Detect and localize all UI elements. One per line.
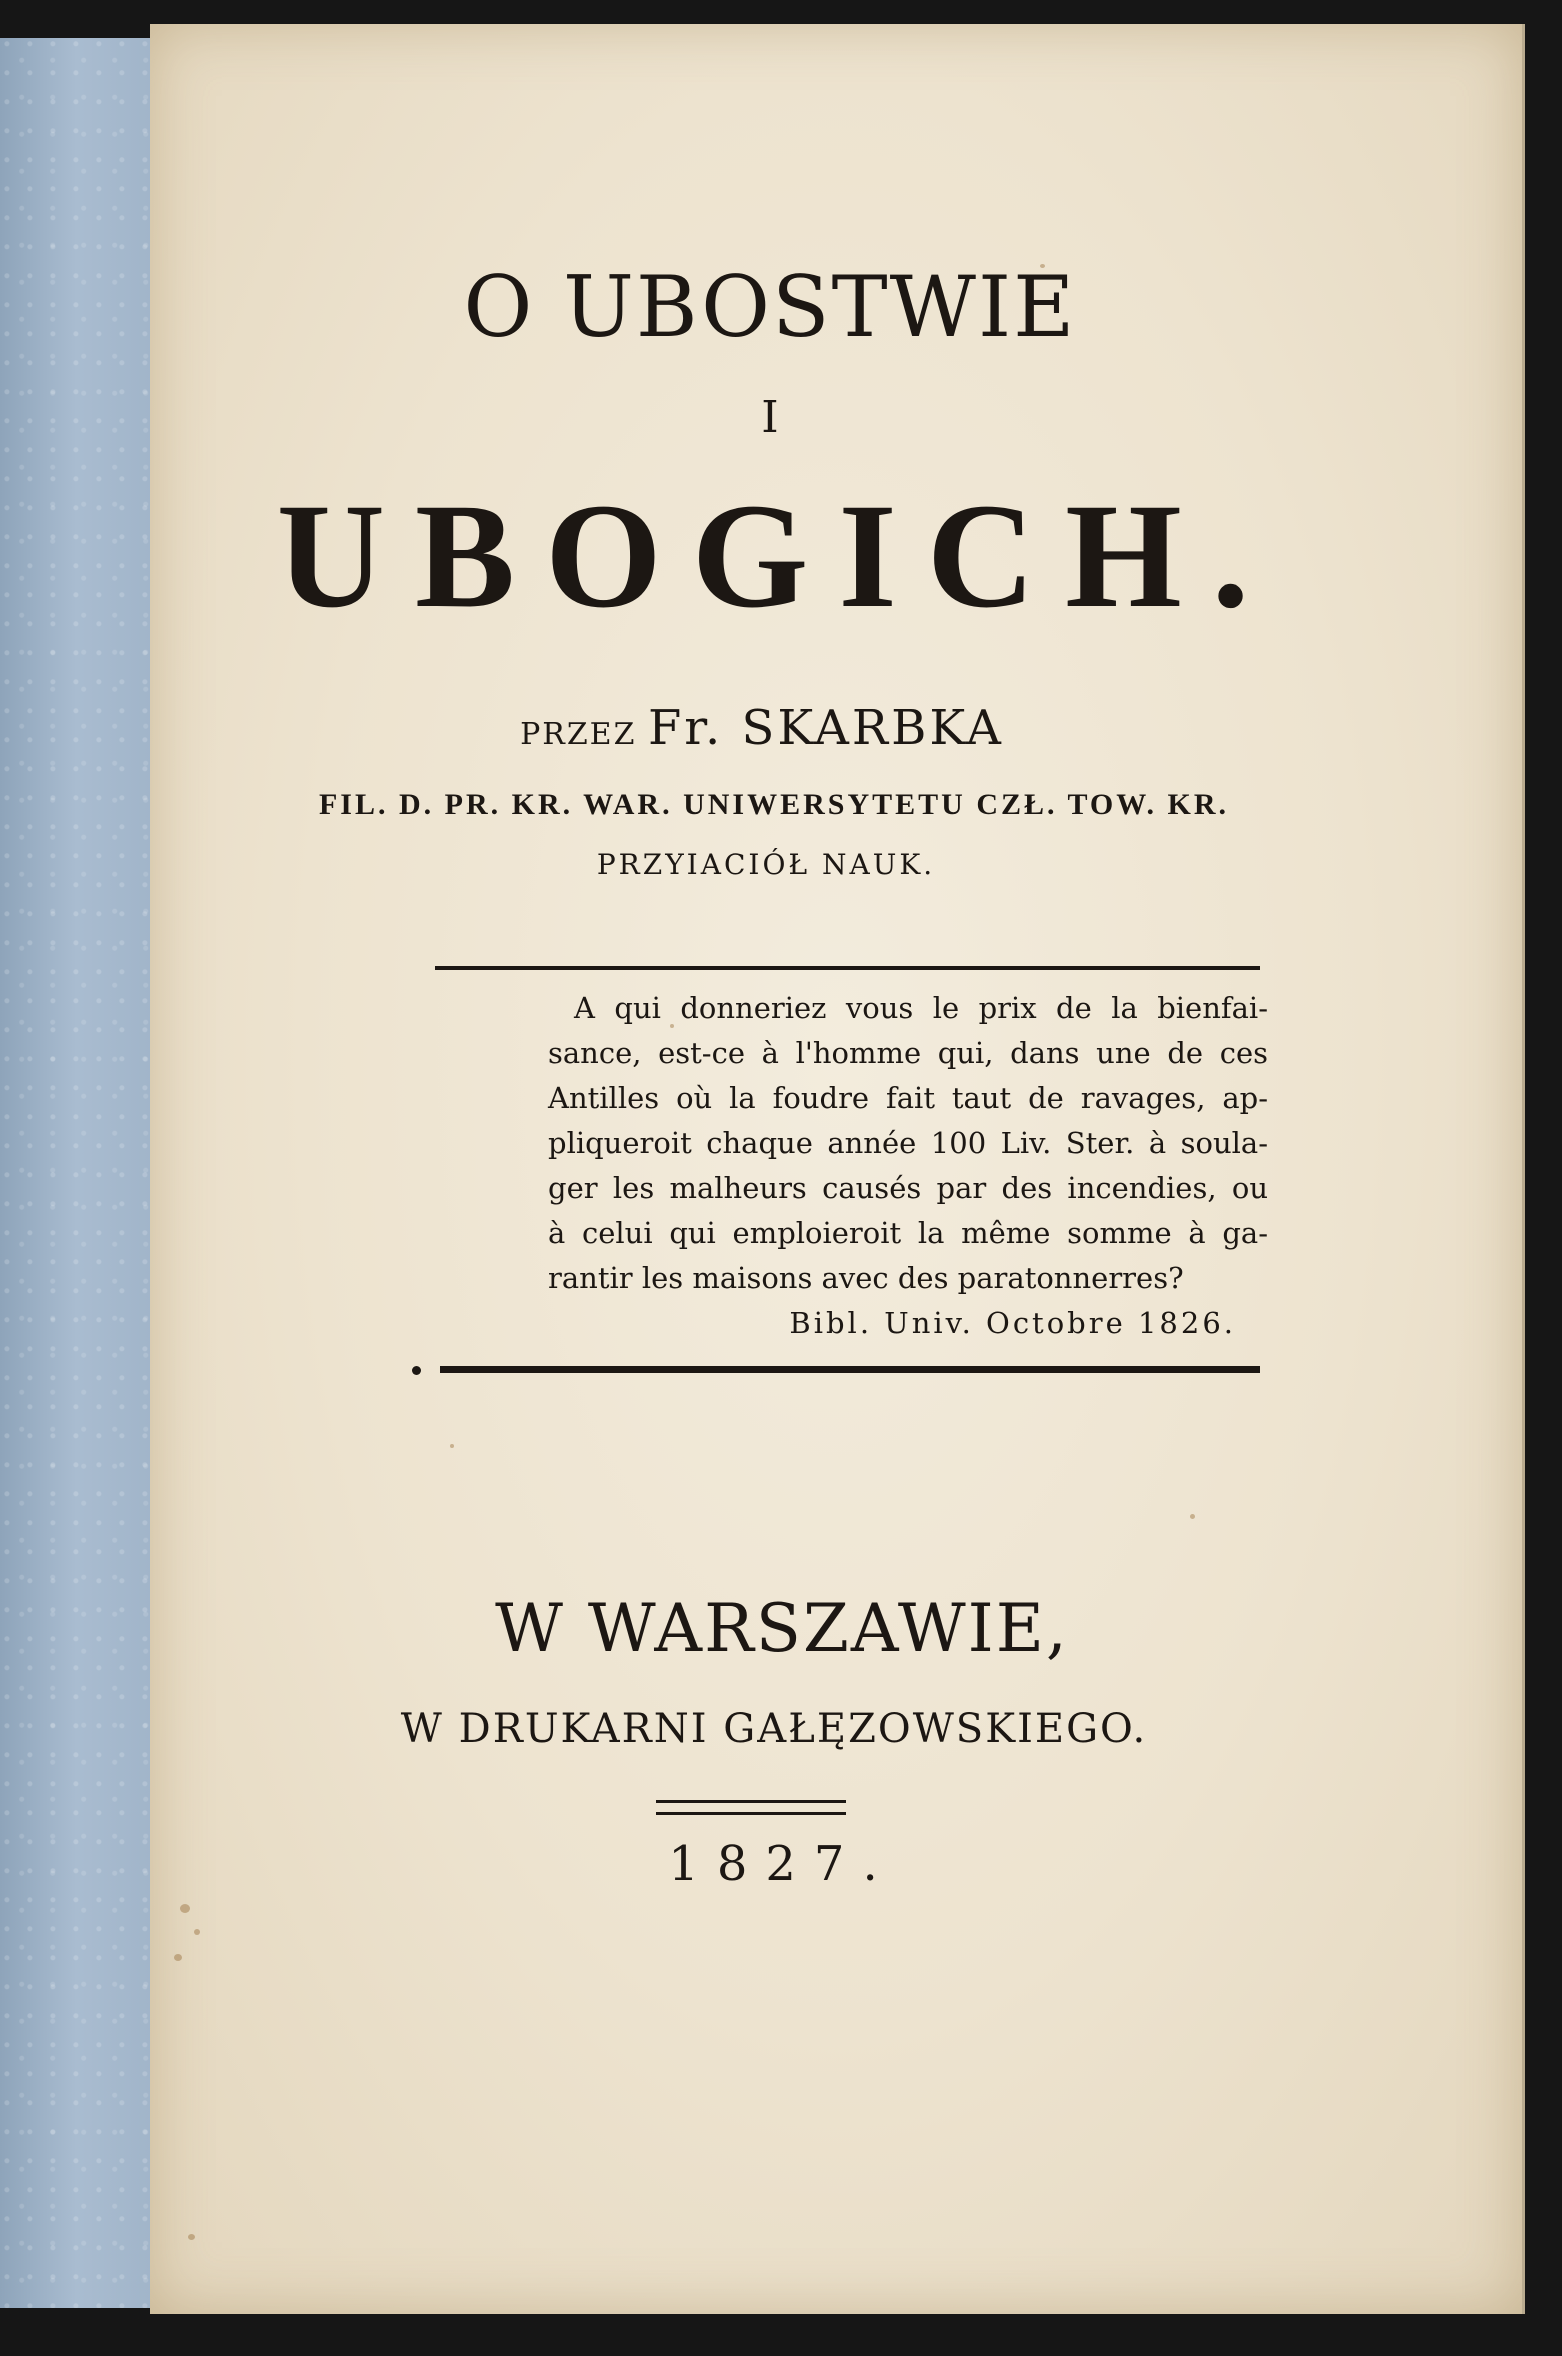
epigraph-line: pliqueroit chaque année 100 Liv. Ster. à soula- (548, 1126, 1268, 1160)
foxing-spot (450, 1444, 454, 1448)
author-prefix: PRZEZ (520, 717, 648, 752)
epigraph-line: A qui donneriez vous le prix de la bienfai- (574, 991, 1268, 1025)
epigraph-source: Bibl. Univ. Octobre 1826. (789, 1306, 1236, 1340)
rule-dot-ornament (412, 1366, 421, 1375)
epigraph-line: rantir les maisons avec des paratonnerres? (548, 1261, 1184, 1295)
title-line-2: UBOGICH. (276, 473, 1280, 639)
epigraph-line: à celui qui emploieroit la même somme à ga- (548, 1216, 1268, 1250)
title-line-1: O UBOSTWIE (463, 258, 1077, 356)
epigraph-line: sance, est-ce à l'homme qui, dans une de ces (548, 1036, 1268, 1070)
epigraph (548, 986, 1268, 1346)
author-name: Fr. SKARBKA (647, 700, 1004, 756)
blue-paper-cover (0, 38, 170, 2308)
epigraph-line: Antilles où la foudre fait taut de ravages, ap- (548, 1081, 1268, 1115)
foxing-spot (194, 1929, 200, 1935)
author-credentials-line-1: FIL. D. PR. KR. WAR. UNIWERSYTETU CZŁ. TOW. KR. (318, 788, 1230, 821)
epigraph-top-rule (435, 966, 1260, 970)
double-rule-upper (656, 1800, 846, 1803)
double-rule-lower (656, 1812, 846, 1815)
epigraph-line: ger les malheurs causés par des incendies, ou (548, 1171, 1268, 1205)
foxing-spot (188, 2234, 195, 2240)
author-credentials-line-2: PRZYIACIÓŁ NAUK. (596, 848, 936, 881)
author-line (76, 700, 1448, 756)
imprint-printer: W DRUKARNI GAŁĘZOWSKIEGO. (400, 1706, 1148, 1752)
foxing-spot (180, 1904, 190, 1913)
title-conjunction: I (761, 392, 779, 443)
epigraph-bottom-rule (440, 1366, 1260, 1373)
imprint-year: 1827. (668, 1836, 896, 1892)
foxing-spot (174, 1954, 182, 1961)
foxing-spot (1190, 1514, 1195, 1519)
imprint-place: W WARSZAWIE, (495, 1590, 1069, 1667)
